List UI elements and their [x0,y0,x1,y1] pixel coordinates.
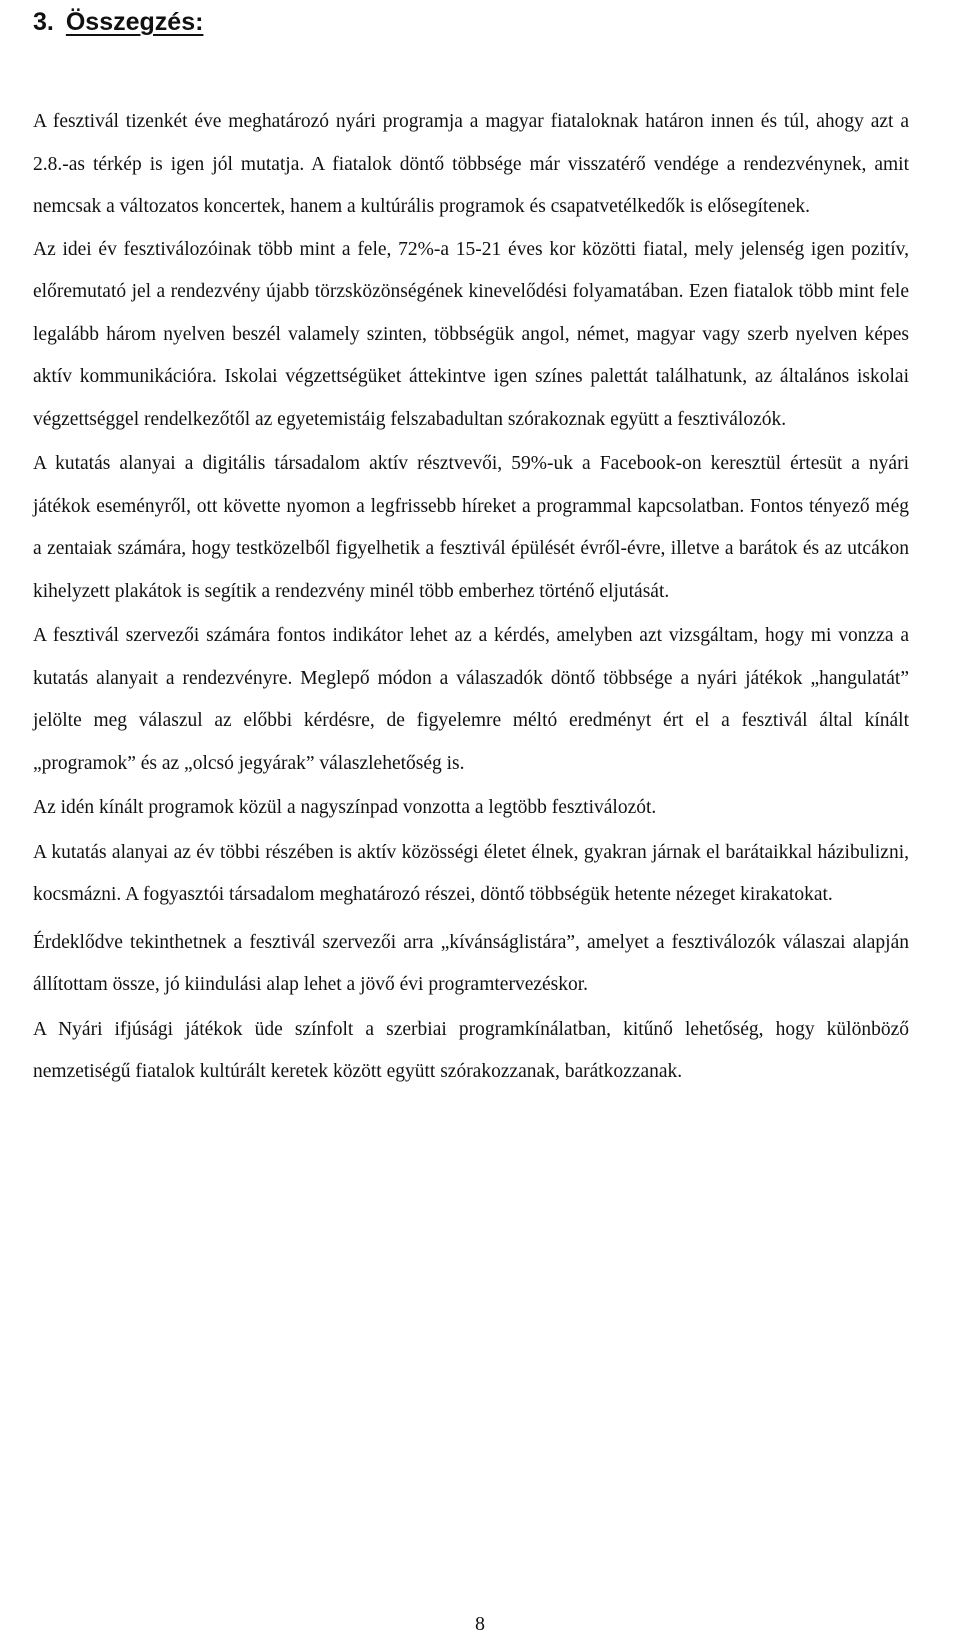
paragraph-main-stage: Az idén kínált programok közül a nagyszínpad vonzotta a legtöbb fesztiválozót. [33,797,657,818]
summary-body [33,101,909,1094]
paragraph-festival-overview: A fesztivál tizenkét éve meghatározó nyári programja a magyar fiataloknak határon innen és túl, ahogy azt a 2.8.-as térkép is igen jól mutatja. A fiatalok döntő többsége már visszatérő vendége a rendezvénynek, amit nemcsak a változatos koncertek, hanem a kultúrális programok és csapatvetélkedők is elősegítenek. [33,111,909,217]
paragraph-digital-society: A kutatás alanyai a digitális társadalom aktív résztvevői, 59%-uk a Facebook-on keresztül értesüt a nyári játékok eseményről, ott követte nyomon a legfrissebb híreket a programmal kapcsolatban. Fontos tényező még a zentaiak számára, hogy testközelből figyelhetik a fesztivál épülését évről-évre, illetve a barátok és az utcákon kihelyzett plakátok is segítik a rendezvény minél több emberhez történő eljutását. [33,453,909,602]
paragraph-conclusion: A Nyári ifjúsági játékok üde színfolt a szerbiai programkínálatban, kitűnő lehetőség, hogy különböző nemzetiségű fiatalok kultúrált keretek között együtt szórakozzanak, barátkozzanak. [33,1018,909,1082]
section-title: Összegzés: [65,8,204,36]
paragraph-wishlist: Érdeklődve tekinthetnek a fesztivál szervezői arra „kívánságlistára”, amelyet a fesztiválozók válaszai alapján állítottam össze, jó kiindulási alap lehet a jövő évi programtervezéskor. [33,931,909,995]
paragraph-attraction: A fesztivál szervezői számára fontos indikátor lehet az a kérdés, amelyben azt vizsgáltam, hogy mi vonzza a kutatás alanyait a rendezvényre. Meglepő módon a válaszadók döntő többsége a nyári játékok „hangulatát” jelölte meg válaszul az előbbi kérdésre, de figyelemre méltó eredményt ért el a fesztivál által kínált „programok” és az „olcsó jegyárak” válaszlehetőség is. [33,625,909,774]
paragraph-demographics: Az idei év fesztiválozóinak több mint a fele, 72%-a 15-21 éves kor közötti fiatal, mely jelenség igen pozitív, előremutató jel a rendezvény újabb törzsközönségének kinevelődési folyamatában. Ezen fiatalok több mint fele legalább három nyelven beszél valamely szinten, többségük angol, német, magyar vagy szerb nyelven képes aktív kommunikációra. Iskolai végzettségüket áttekintve igen színes palettát találhatunk, az általános iskolai végzettséggel rendelkezőtől az egyetemistáig felszabadultan szórakoznak együtt a fesztiválozók. [33,238,909,430]
paragraph-social-life: A kutatás alanyai az év többi részében is aktív közösségi életet élnek, gyakran járnak el barátaikkal házibulizni, kocsmázni. A fogyasztói társadalom meghatározó részei, döntő többségük hetente nézeget kirakatokat. [33,841,909,905]
page-number: 8 [475,1613,485,1635]
section-heading [33,2,203,42]
section-number: 3. [33,8,54,36]
